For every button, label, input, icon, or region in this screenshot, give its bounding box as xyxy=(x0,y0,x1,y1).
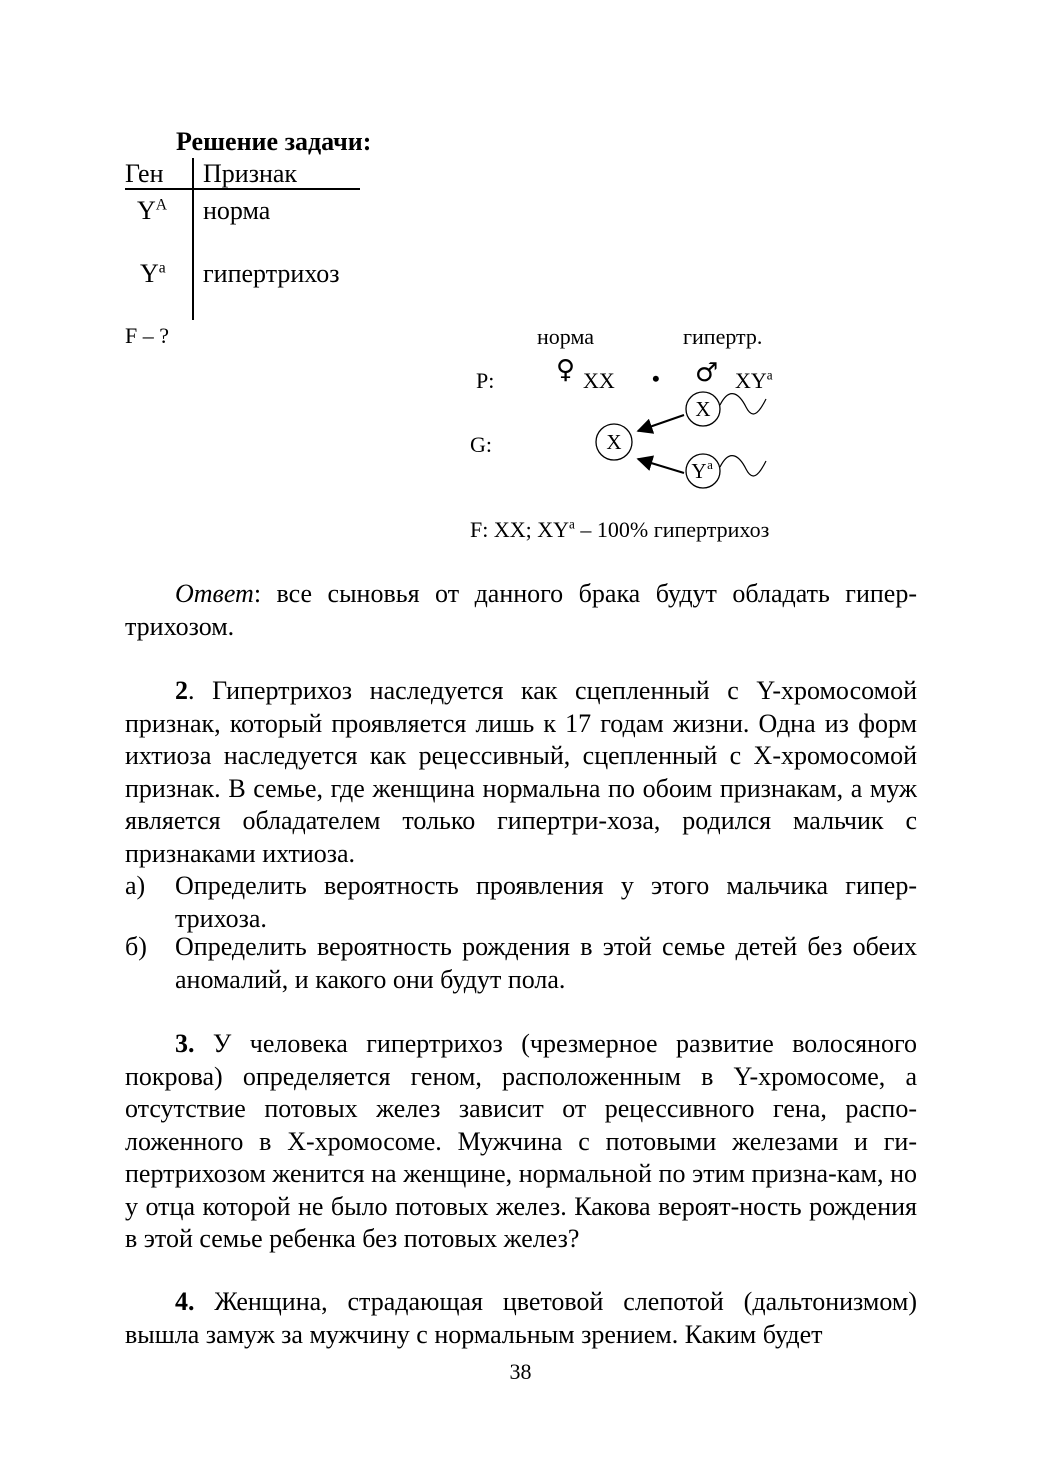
gene-cell: Y xyxy=(140,259,159,288)
answer-label: Ответ xyxy=(175,579,254,608)
label-norm: норма xyxy=(537,324,594,349)
trait-cell: норма xyxy=(203,196,271,225)
list-item xyxy=(125,870,917,935)
task-3-paragraph xyxy=(125,1028,917,1256)
sperm-tail-1 xyxy=(720,394,766,414)
table-row xyxy=(140,258,166,290)
task-3-number: 3. xyxy=(175,1029,195,1058)
list-item-label: б) xyxy=(125,932,147,961)
gene-cell: Y xyxy=(137,196,156,225)
gamete-y-male: Y xyxy=(691,459,707,483)
solution-heading: Решение задачи: xyxy=(176,127,372,156)
f-question: F – ? xyxy=(125,323,169,348)
female-icon: ♀ xyxy=(556,355,576,385)
arrow-2 xyxy=(638,459,684,473)
task-2-text: . Гипертрихоз наследуется как сцепленный с Y-хромосомой признак, который проявляется лишь к 17 годам жизни. Одна из форм ихтиоза наследуется как рецессивный, сцепленный с Х-хромосомой признак. В семье, где женщина нормальна по обоим признакам, а муж является обладателем только гипертри-хоза, родился мальчик с признаками ихтиоза. xyxy=(125,676,917,868)
sperm-tail-2 xyxy=(720,456,766,476)
table-header-trait: Признак xyxy=(203,159,298,188)
table-row xyxy=(137,195,167,227)
f-result-sup: a xyxy=(569,516,575,532)
list-item-text: Определить вероятность проявления у этого мальчика гипер-трихоза. xyxy=(175,871,917,933)
male-icon: ♂ xyxy=(695,358,719,388)
answer-paragraph xyxy=(125,578,917,643)
female-genotype: XX xyxy=(583,368,615,393)
gamete-x-male: X xyxy=(695,397,711,421)
trait-cell: гипертрихоз xyxy=(203,259,340,288)
task-4-number: 4. xyxy=(175,1287,195,1316)
table-header-gene: Ген xyxy=(125,159,164,188)
answer-text: : все сыновья от данного брака будут обладать гипер-трихозом. xyxy=(125,579,917,641)
page-number: 38 xyxy=(509,1359,532,1384)
list-item xyxy=(125,931,917,996)
arrow-1 xyxy=(638,415,684,431)
p-label: P: xyxy=(476,368,495,393)
gamete-y-sup: a xyxy=(707,457,713,472)
gametes-graphic xyxy=(580,385,780,495)
f-result-prefix: F: XX; XY xyxy=(470,517,570,542)
cross-dot: • xyxy=(652,366,660,391)
table-horizontal-divider xyxy=(125,188,360,190)
task-2-paragraph xyxy=(125,675,917,870)
gamete-x-female: X xyxy=(606,430,622,454)
g-label: G: xyxy=(470,432,492,457)
task-4-text: Женщина, страдающая цветовой слепотой (дальтонизмом) вышла замуж за мужчину с нормальным зрением. Каким будет xyxy=(125,1287,917,1349)
list-item-text: Определить вероятность рождения в этой семье детей без обеих аномалий, и какого они будут пола. xyxy=(175,932,917,994)
gene-allele: a xyxy=(158,259,166,277)
f-result-suffix: – 100% гипертрихоз xyxy=(574,517,770,542)
gene-allele: A xyxy=(155,196,168,214)
label-hyper: гипертр. xyxy=(683,324,763,349)
table-vertical-divider xyxy=(192,158,194,320)
f-result xyxy=(470,517,769,543)
list-item-label: а) xyxy=(125,871,146,900)
task-3-text: У человека гипертрихоз (чрезмерное развитие волосяного покрова) определяется геном, расположенным в Y-хромосоме, а отсутствие потовых желез зависит от рецессивного гена, распо-ложенного в Х-хромосоме. Мужчина с потовыми железами и ги-пертрихозом женится на женщине, нормальной по этим призна-кам, но у отца которой не было потовых желез. Какова вероят-ность рождения в этой семье ребенка без потовых желез? xyxy=(125,1029,917,1253)
task-2-number: 2 xyxy=(175,676,188,705)
task-4-paragraph xyxy=(125,1286,917,1351)
male-genotype-base: XY xyxy=(735,368,767,393)
male-genotype-sup: a xyxy=(766,367,773,383)
